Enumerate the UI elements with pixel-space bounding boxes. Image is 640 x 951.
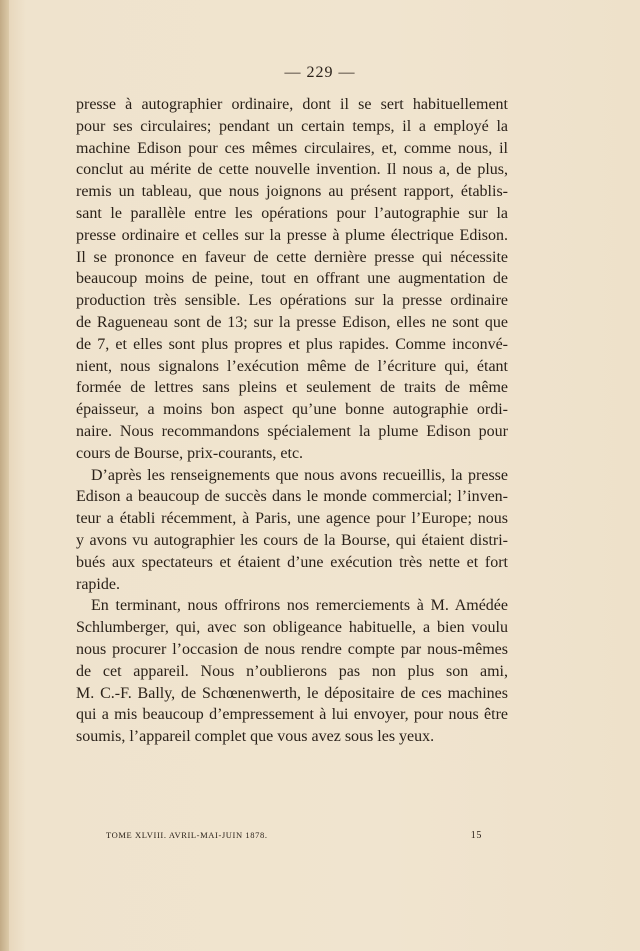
body-text [76, 94, 508, 748]
text-line: y avons vu autographier les cours de la Bourse, qui étaient distri- [76, 531, 508, 549]
text-line: presse à autographier ordinaire, dont il se sert habituellement [76, 96, 508, 113]
text-line: Edison a beaucoup de succès dans le monde commercial; l’inven- [76, 488, 508, 506]
page-number: — 229 — [284, 64, 356, 81]
text-line: cours de Bourse, prix-courants, etc. [76, 444, 304, 462]
text-line: soumis, l’appareil complet que vous avez sous les yeux. [76, 728, 435, 746]
text-line: D’après les renseignements que nous avons recueillis, la presse [91, 466, 508, 484]
text-line: sant le parallèle entre les opérations pour l’autographie sur la [76, 204, 508, 222]
text-line: de 7, et elles sont plus propres et plus rapides. Comme inconvé- [76, 335, 508, 353]
text-line: naire. Nous recommandons spécialement la plume Edison pour [76, 422, 508, 440]
text-line: production très sensible. Les opérations sur la presse ordinaire [76, 292, 508, 310]
text-line: nous procurer l’occasion de nous rendre compte par nous-mêmes [76, 640, 508, 658]
text-line: de Ragueneau sont de 13; sur la presse Edison, elles ne sont que [76, 313, 508, 331]
text-line: de cet appareil. Nous n’oublierons pas non plus son ami, [76, 662, 508, 680]
text-line: qui a mis beaucoup d’empressement à lui envoyer, pour nous être [76, 706, 508, 724]
text-line: rapide. [76, 575, 120, 593]
text-line: machine Edison pour ces mêmes circulaires, et, comme nous, il [76, 139, 508, 157]
text-line: pour ses circulaires; pendant un certain temps, il a employé la [76, 117, 508, 135]
text-line: M. C.-F. Bally, de Schœnenwerth, le dépositaire de ces machines [76, 684, 508, 702]
text-line: presse ordinaire et celles sur la presse à plume électrique Edison. [76, 226, 508, 244]
text-line: conclut au mérite de cette nouvelle invention. Il nous a, de plus, [76, 161, 508, 179]
text-line: épaisseur, a moins bon aspect qu’une bonne autographie ordi- [76, 401, 508, 419]
text-line: teur a établi récemment, à Paris, une agence pour l’Europe; nous [76, 510, 508, 528]
text-line: formée de lettres sans pleins et seulement de traits de même [76, 379, 508, 397]
footer-volume-info: TOME XLVIII. AVRIL-MAI-JUIN 1878. [106, 830, 268, 840]
page-spine-shadow [0, 0, 9, 951]
text-line: remis un tableau, que nous joignons au présent rapport, établis- [76, 183, 508, 201]
text-line: bués aux spectateurs et étaient d’une exécution très nette et fort [76, 553, 508, 571]
text-line: beaucoup moins de peine, tout en offrant une augmentation de [76, 270, 508, 288]
text-line: Schlumberger, qui, avec son obligeance habituelle, a bien voulu [76, 619, 508, 637]
text-line: En terminant, nous offrirons nos remerciements à M. Amédée [91, 597, 508, 615]
footer-signature-number: 15 [470, 830, 482, 841]
text-line: Il se prononce en faveur de cette dernière presse qui nécessite [76, 248, 508, 266]
text-line: nient, nous signalons l’exécution même de l’écriture qui, étant [76, 357, 508, 375]
